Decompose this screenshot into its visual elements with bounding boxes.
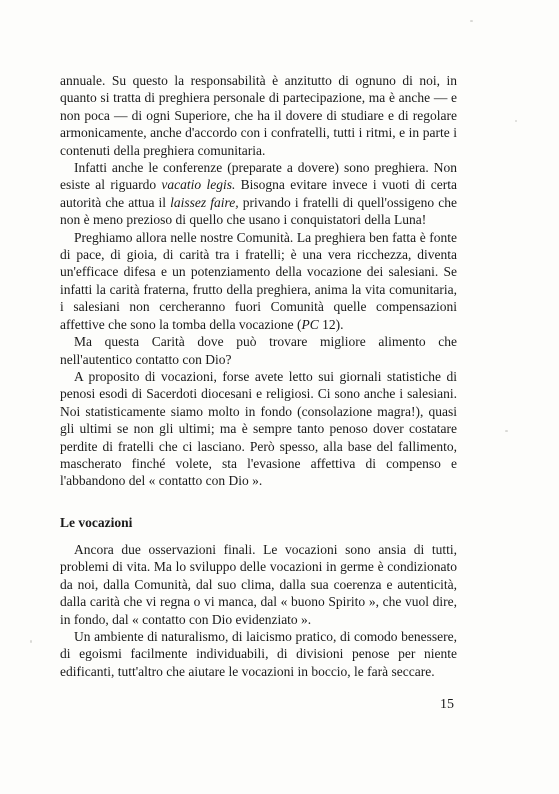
text-block-top (60, 72, 457, 490)
paragraph-text: Infatti anche le conferenze (preparate a dovere) sono preghiera. Non esiste al riguardo (60, 160, 457, 193)
paragraph: Un ambiente di naturalismo, di laicismo pratico, di comodo benessere, di egoismi facilmente individuabili, di divisioni penose per niente edificanti, tutt'altro che aiutare le vocazioni in boccio, le farà seccare. (60, 629, 457, 679)
paragraph: Ancora due osservazioni finali. Le vocazioni sono ansia di tutti, problemi di vita. Ma lo sviluppo delle vocazioni in germe è condizionato da noi, dalla Comunità, dal suo clima, dalla sua coerenza e autenticità, dalla carità che vi regna o vi manca, dal « buono Spirito », che vuol dire, in fondo, dal « contatto con Dio evidenziato ». (60, 542, 457, 627)
paragraph: Ma questa Carità dove può trovare migliore alimento che nell'autentico contatto con Dio? (60, 334, 457, 367)
paper-speckle (515, 120, 517, 122)
paragraph (60, 159, 457, 229)
paragraph-text: privando i fratelli di quell'ossigeno che non è meno prezioso di quello che usano i conquistatori della Luna! (60, 194, 457, 228)
paragraph-text: 12). (318, 316, 344, 332)
citation-abbreviation: PC (301, 316, 319, 332)
paper-speckle (505, 430, 508, 432)
paper-speckle (470, 20, 473, 22)
paragraph-text: Bisogna evitare invece i vuoti di certa autorità che attua il (60, 177, 457, 210)
page-number: 15 (440, 697, 454, 712)
paragraph: A proposito di vocazioni, forse avete letto sui giornali statistiche di penosi esodi di Sacerdoti diocesani e religiosi. Ci sono anche i salesiani. Noi statisticamente siamo molto in fondo (consolazione magra!), quasi gli ultimi se non gli ultimi; ma è sempre tanto penoso dover costatare perdite di fratelli che ci lasciano. Però spesso, alla base del fallimento, mascherato finché volete, sta l'evasione affettiva di compenso e l'abbandono del « contatto con Dio ». (60, 368, 457, 489)
french-term: laissez faire, (170, 194, 239, 210)
paragraph (60, 229, 457, 333)
section-heading: Le vocazioni (60, 515, 133, 530)
latin-term: vacatio legis. (161, 177, 236, 193)
paragraph-text: Preghiamo allora nelle nostre Comunità. La preghiera ben fatta è fonte di pace, di gioia, di carità tra i fratelli; è una vera ricchezza, diventa un'efficace difesa e un potenziamento della vocazione dei salesiani. Se infatti la carità fraterna, frutto della preghiera, anima la vita comunitaria, i salesiani non cercheranno fuori Comunità quelle compensazioni affettive che sono la tomba della vocazione ( (60, 229, 457, 332)
paragraph: annuale. Su questo la responsabilità è anzitutto di ognuno di noi, in quanto si tratta di preghiera personale di partecipazione, ma è anche — e non poca — di ogni Superiore, che ha il dovere di studiare e di regolare armonicamente, anche d'accordo con i confratelli, tutti i ritmi, e in parte i contenuti della preghiera comunitaria. (60, 73, 457, 158)
paper-speckle (30, 640, 32, 643)
text-block-bottom (60, 541, 457, 680)
